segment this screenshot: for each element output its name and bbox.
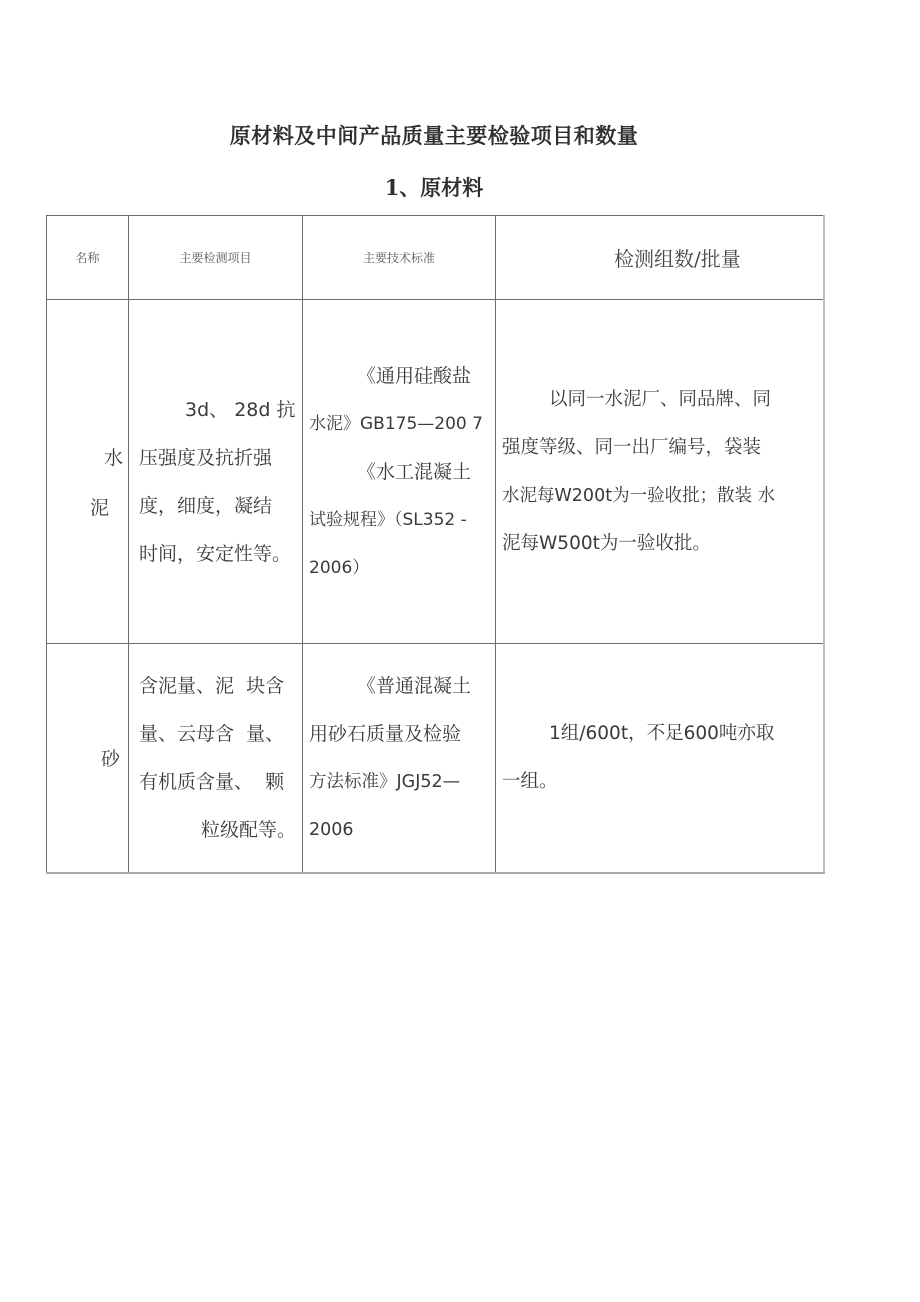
cell-quantity-cement	[496, 300, 824, 644]
quantity-line: 1组/600t，不足600吨亦取	[549, 723, 775, 744]
standard-line: 用砂石质量及检验	[309, 722, 462, 745]
standard-line: 方法标准》JGJ52—	[309, 771, 461, 792]
cell-items-sand	[129, 644, 303, 873]
table-header-row	[47, 216, 824, 300]
cell-name-sand	[47, 644, 129, 873]
section-title: 1、原材料	[384, 175, 484, 200]
header-standard: 主要技术标准	[303, 216, 496, 300]
cell-quantity-sand	[496, 644, 824, 873]
quantity-line: 以同一水泥厂、同品牌、同	[549, 388, 772, 410]
standard-line: 《普通混凝土	[357, 674, 472, 697]
standard-line: 《通用硅酸盐	[357, 364, 472, 387]
document-title: 原材料及中间产品质量主要检验项目和数量	[229, 123, 639, 148]
name-line: 水	[103, 446, 123, 469]
quantity-line: 泥每W500t为一验收批。	[502, 532, 711, 554]
quantity-line: 强度等级、同一出厂编号，袋装	[502, 436, 762, 458]
items-line: 压强度及抗折强	[139, 446, 273, 469]
name-line: 泥	[89, 496, 109, 519]
raw-material-table	[46, 215, 825, 874]
standard-line: 水泥》GB175—200 7	[309, 413, 483, 434]
cell-items-cement	[129, 300, 303, 644]
quantity-line: 水泥每W200t为一验收批；散装 水	[502, 485, 776, 506]
standard-line: 2006	[309, 819, 354, 840]
items-line: 度，细度，凝结	[139, 494, 273, 517]
header-name: 名称	[47, 216, 129, 300]
standard-line: 《水工混凝土	[357, 460, 472, 483]
header-items: 主要检测项目	[129, 216, 303, 300]
cell-standard-sand	[303, 644, 496, 873]
items-line: 粒级配等。	[200, 818, 296, 841]
items-line: 有机质含量、 颗	[139, 770, 285, 793]
table-row-sand	[47, 644, 824, 873]
standard-line: 2006）	[309, 557, 370, 578]
standard-line: 试验规程》（SL352 -	[309, 509, 467, 530]
cell-name-cement	[47, 300, 129, 644]
cell-standard-cement	[303, 300, 496, 644]
quantity-line: 一组。	[502, 771, 558, 792]
items-line: 时间，安定性等。	[139, 542, 292, 565]
table-row-cement	[47, 300, 824, 644]
items-line: 3d、 28d 抗	[185, 398, 296, 421]
header-quantity: 检测组数/批量	[496, 216, 824, 300]
items-line: 量、云母含 量、	[139, 722, 285, 745]
name-line: 砂	[100, 747, 120, 770]
items-line: 含泥量、泥 块含	[139, 674, 285, 697]
